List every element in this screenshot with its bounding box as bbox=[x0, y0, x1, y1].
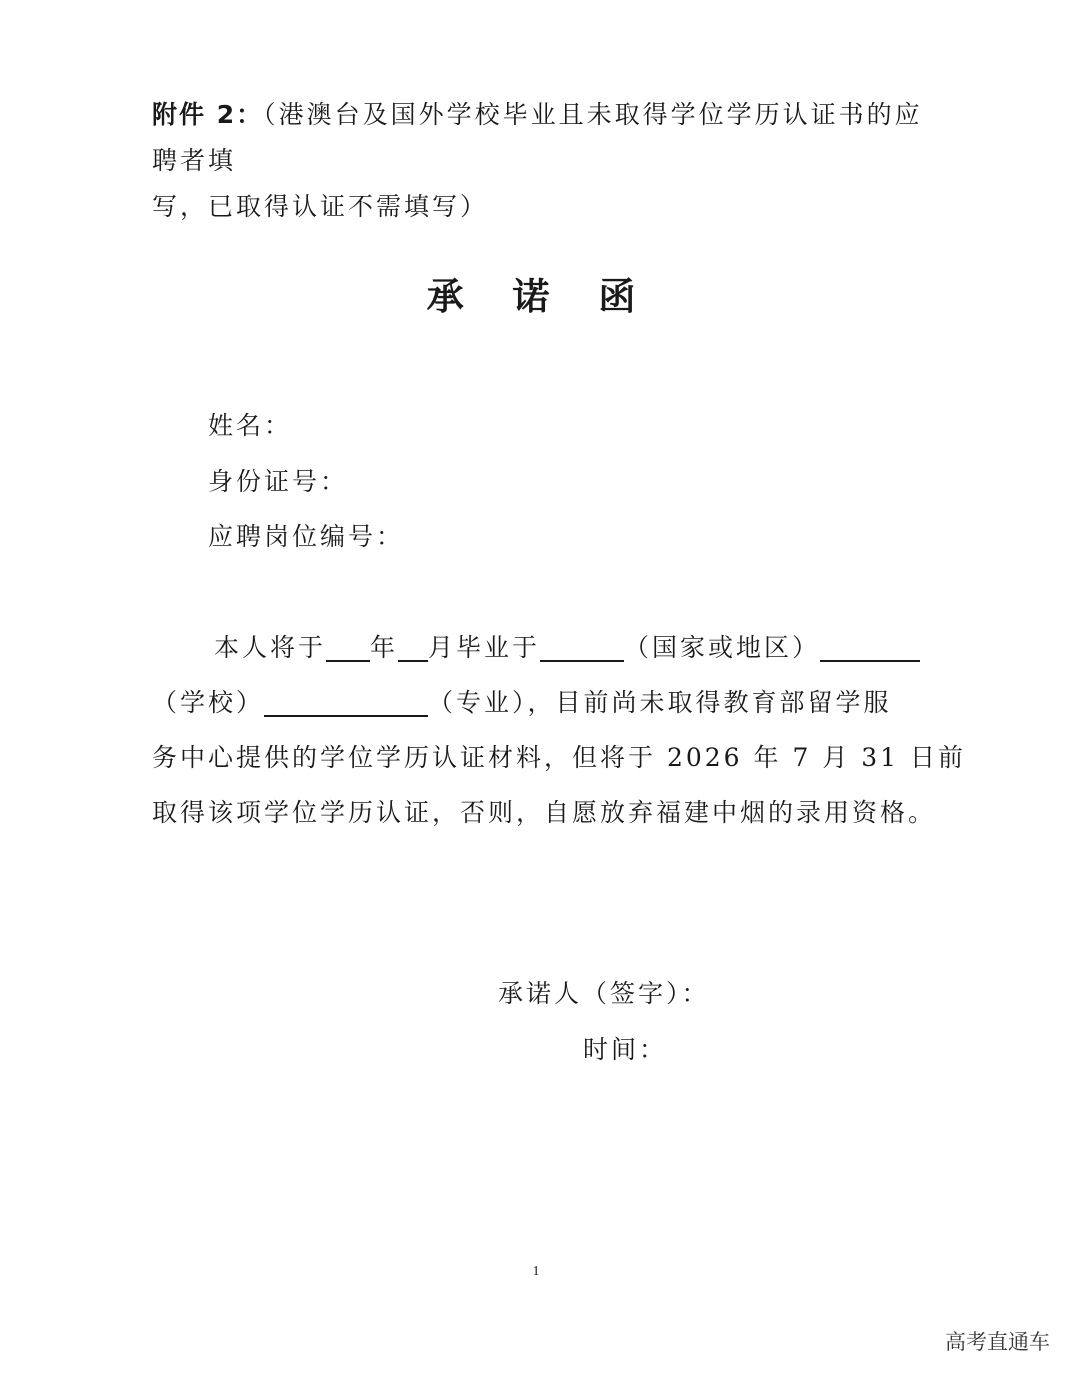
year-blank bbox=[326, 630, 370, 662]
body-text-segment: （国家或地区） bbox=[624, 633, 821, 662]
month-blank bbox=[398, 630, 428, 662]
major-blank bbox=[264, 685, 428, 717]
attachment-note bbox=[152, 92, 932, 230]
id-number-field-label: 身份证号： bbox=[208, 467, 349, 496]
name-field-label: 姓名： bbox=[208, 411, 293, 440]
body-text-segment: （学校） bbox=[152, 688, 265, 717]
signer-label: 承诺人（签字）： bbox=[498, 979, 710, 1008]
time-label: 时间： bbox=[583, 1035, 668, 1064]
body-text-line: 务中心提供的学位学历认证材料，但将于 2026 年 7 月 31 日前 bbox=[152, 743, 967, 772]
attachment-label: 附件 2： bbox=[152, 100, 264, 129]
page-number: 1 bbox=[532, 1264, 540, 1279]
attachment-note-line2: 写，已取得认证不需填写） bbox=[152, 192, 489, 221]
school-blank bbox=[820, 630, 920, 662]
body-text-segment: 年 bbox=[370, 633, 399, 662]
commitment-paragraph bbox=[152, 620, 967, 840]
country-blank bbox=[540, 630, 624, 662]
body-text-segment: 本人将于 bbox=[214, 633, 327, 662]
body-text-segment: （专业），目前尚未取得教育部留学服 bbox=[428, 688, 892, 717]
body-text-segment: 月毕业于 bbox=[428, 633, 541, 662]
position-code-field-label: 应聘岗位编号： bbox=[208, 522, 405, 551]
watermark: 高考直通车 bbox=[945, 1330, 1050, 1354]
body-text-line: 取得该项学位学历认证，否则，自愿放弃福建中烟的录用资格。 bbox=[152, 798, 937, 827]
attachment-note-line1: （港澳台及国外学校毕业且未取得学位学历认证书的应聘者填 bbox=[152, 100, 923, 175]
document-title: 承 诺 函 bbox=[426, 275, 654, 318]
